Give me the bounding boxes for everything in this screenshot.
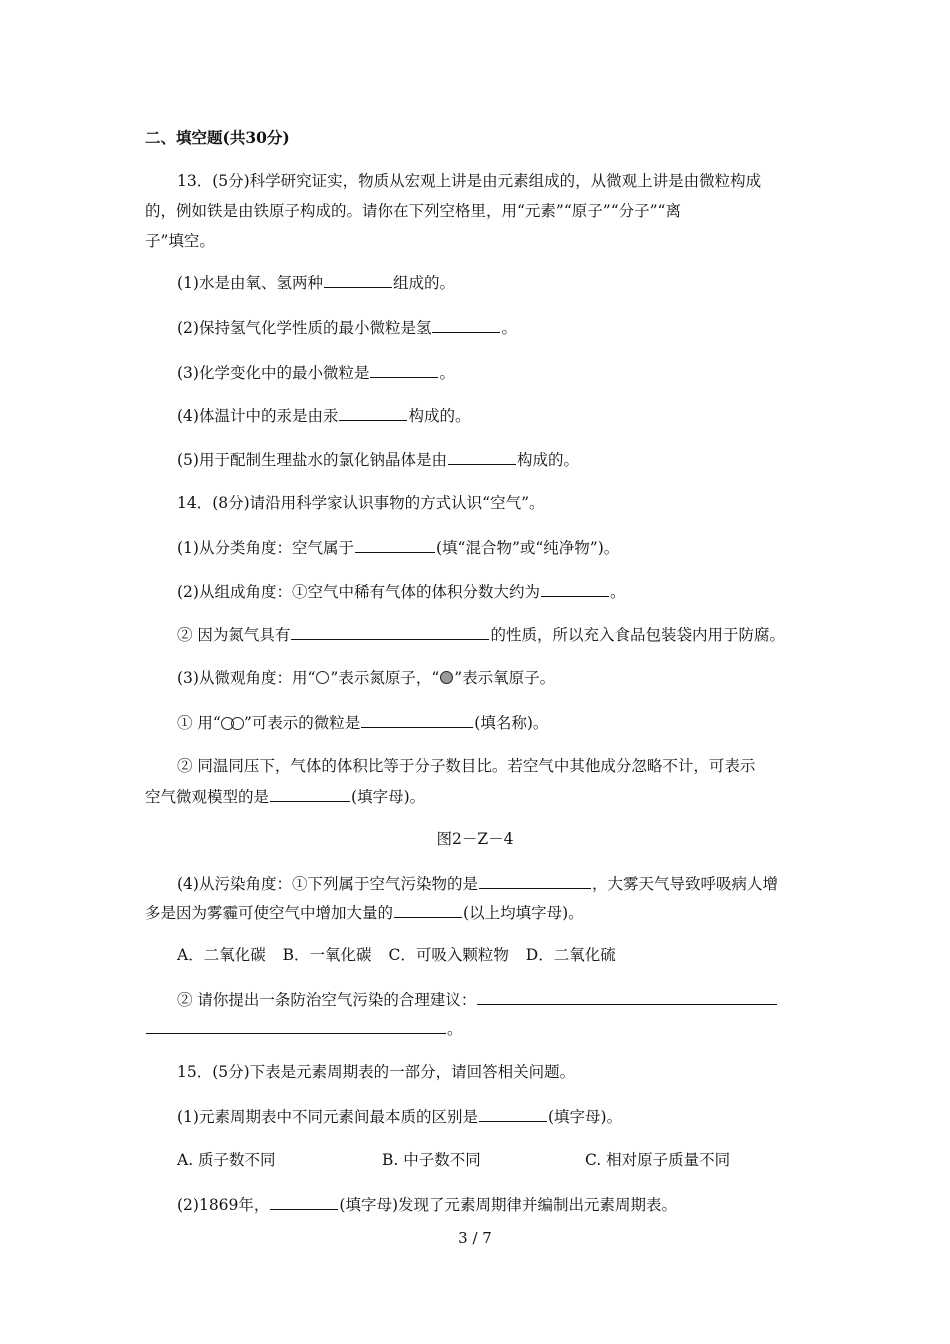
- q14-sub3: (3)从微观角度：用“ ”表示氮原子，“ ”表示氧原子。: [177, 669, 556, 687]
- option-b[interactable]: B．一氧化碳: [282, 946, 372, 964]
- q14-sub3a: ① 用“ ”可表示的微粒是 (填名称)。: [177, 714, 549, 732]
- q14-sub4-line1: (4)从污染角度：①下列属于空气污染物的是 ，大雾天气导致呼吸病人增: [177, 875, 778, 893]
- grey-filled-circle-icon: [440, 671, 453, 684]
- answer-blank[interactable]: [291, 624, 489, 640]
- q14-sub4c: ② 请你提出一条防治空气污染的合理建议：: [177, 989, 810, 1010]
- open-circle-icon: [316, 671, 329, 684]
- q15-sub2: (2)1869年， (填字母)发现了元素周期律并编制出元素周期表。: [177, 1196, 678, 1214]
- page-number: 3 / 7: [458, 1229, 492, 1247]
- answer-blank[interactable]: [270, 1194, 338, 1210]
- answer-blank[interactable]: [370, 362, 438, 378]
- option-d[interactable]: D．二氧化硫: [525, 946, 616, 964]
- answer-blank[interactable]: [541, 581, 609, 597]
- answer-blank[interactable]: [479, 873, 591, 889]
- answer-blank[interactable]: [324, 272, 392, 288]
- q13-sub4: (4)体温计中的汞是由汞 构成的。: [177, 407, 471, 425]
- answer-blank[interactable]: [339, 405, 407, 421]
- answer-blank[interactable]: [361, 712, 473, 728]
- q13-sub2: (2)保持氢气化学性质的最小微粒是氢 。: [177, 319, 517, 337]
- answer-blank[interactable]: [432, 317, 500, 333]
- q15-stem: 15．(5分)下表是元素周期表的一部分，请回答相关问题。: [177, 1063, 576, 1081]
- answer-blank[interactable]: [270, 786, 350, 802]
- q14-options: [177, 945, 810, 965]
- option-c[interactable]: C．可吸入颗粒物: [388, 946, 509, 964]
- q13-sub1: (1)水是由氧、氢两种 组成的。: [177, 274, 455, 292]
- option-c[interactable]: C. 相对原子质量不同: [585, 1151, 731, 1169]
- double-circle-icon: [221, 714, 244, 734]
- q14-sub3b-line1: ② 同温同压下，气体的体积比等于分子数目比。若空气中其他成分忽略不计，可表示: [177, 757, 756, 775]
- answer-blank[interactable]: [448, 449, 516, 465]
- section-title: 二、填空题(共30分): [145, 128, 290, 147]
- answer-blank[interactable]: [394, 902, 462, 918]
- q14-sub2b: ② 因为氮气具有 的性质，所以充入食品包装袋内用于防腐。: [177, 626, 785, 644]
- answer-blank[interactable]: [146, 1018, 446, 1034]
- q13-sub5: (5)用于配制生理盐水的氯化钠晶体是由 构成的。: [177, 451, 579, 469]
- q13-sub3: (3)化学变化中的最小微粒是 。: [177, 364, 455, 382]
- q13-stem-line3: 子”填空。: [145, 232, 215, 250]
- answer-blank[interactable]: [479, 1106, 547, 1122]
- q14-sub4-line2: 多是因为雾霾可使空气中增加大量的 (以上均填字母)。: [145, 904, 584, 922]
- q14-sub4d: 。: [145, 1018, 810, 1039]
- answer-blank[interactable]: [477, 989, 777, 1005]
- q13-stem-line2: 的，例如铁是由铁原子构成的。请你在下列空格里，用“元素”“原子”“分子”“离: [145, 202, 681, 220]
- q13-stem-line1: 13．(5分)科学研究证实，物质从宏观上讲是由元素组成的，从微观上讲是由微粒构成: [177, 172, 762, 190]
- option-a[interactable]: A. 质子数不同: [177, 1151, 276, 1169]
- q14-stem: 14．(8分)请沿用科学家认识事物的方式认识“空气”。: [177, 494, 545, 512]
- q14-sub1: (1)从分类角度：空气属于 (填“混合物”或“纯净物”)。: [177, 539, 620, 557]
- q14-sub2: (2)从组成角度：①空气中稀有气体的体积分数大约为 。: [177, 583, 626, 601]
- q15-sub1: (1)元素周期表中不同元素间最本质的区别是 (填字母)。: [177, 1108, 623, 1126]
- option-b[interactable]: B. 中子数不同: [382, 1151, 481, 1169]
- answer-blank[interactable]: [355, 537, 435, 553]
- q14-sub3b-line2: 空气微观模型的是 (填字母)。: [145, 788, 426, 806]
- figure-caption: 图2－Z－4: [436, 830, 514, 848]
- option-a[interactable]: A．二氧化碳: [177, 946, 266, 964]
